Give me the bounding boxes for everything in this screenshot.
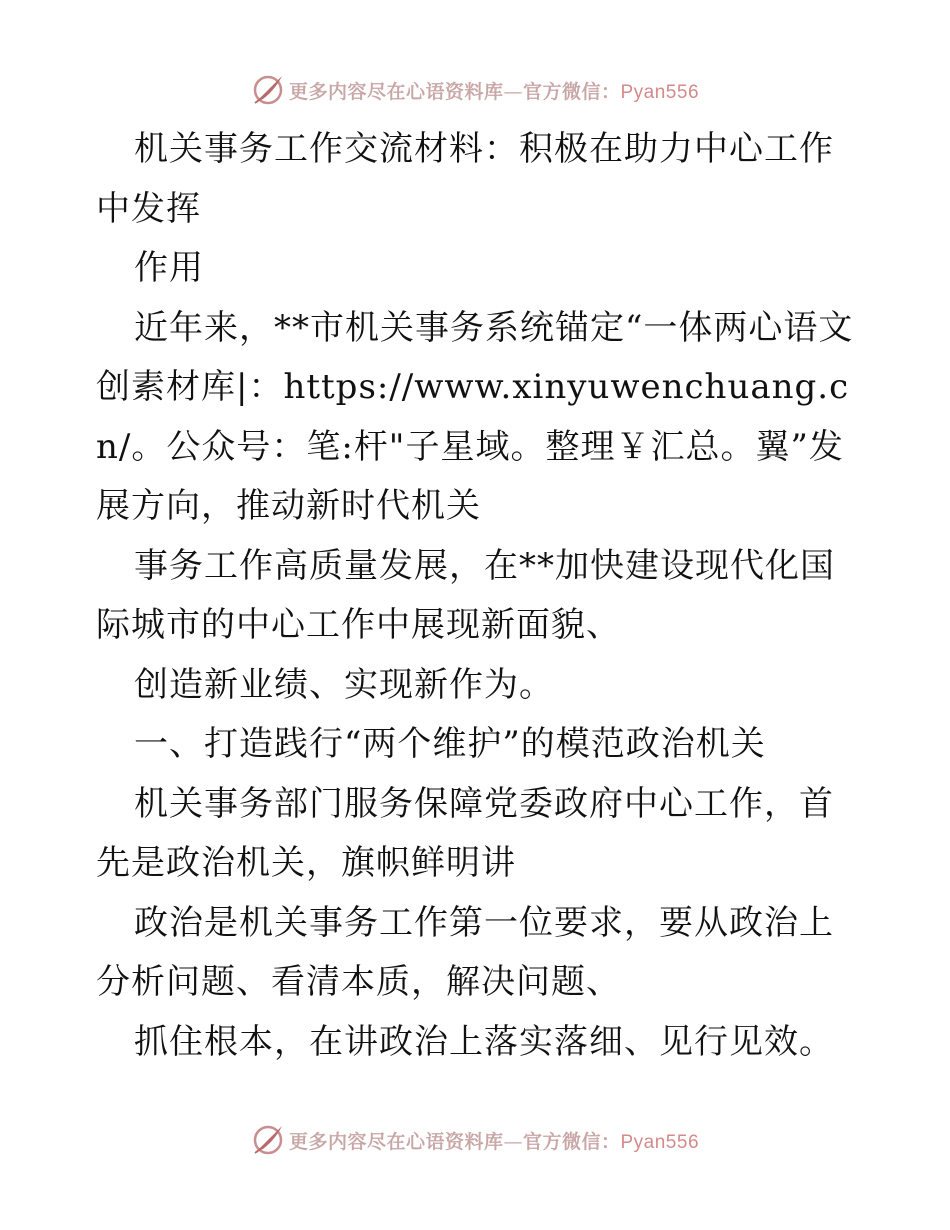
section-heading: 一、打造践行“两个维护”的模范政治机关 xyxy=(134,724,766,764)
quill-logo-icon xyxy=(251,1123,285,1157)
document-title-continued: 作用 xyxy=(134,248,204,288)
banner-text: 更多内容尽在心语资料库—官方微信：Pyan556 xyxy=(288,1130,700,1153)
banner-text: 更多内容尽在心语资料库—官方微信：Pyan556 xyxy=(288,80,700,103)
paragraph: 近年来，**市机关事务系统锚定“一体两心语文创素材库|：https://www.xinyuwenchuang.cn/。公众号：笔:杆"子星域。整理￥汇总。翼”发展方向，推动新时代机关 xyxy=(96,307,854,526)
paragraph: 抓住根本，在讲政治上落实落细、见行见效。 xyxy=(134,1021,834,1062)
document-body xyxy=(96,120,856,1072)
document-title: 机关事务工作交流材料：积极在助力中心工作中发挥 xyxy=(96,129,834,229)
header-watermark-banner xyxy=(0,70,950,110)
footer-watermark-banner xyxy=(0,1120,950,1160)
paragraph: 事务工作高质量发展，在**加快建设现代化国际城市的中心工作中展现新面貌、 xyxy=(96,545,835,645)
quill-logo-icon xyxy=(251,73,285,107)
paragraph: 创造新业绩、实现新作为。 xyxy=(134,664,554,705)
paragraph: 政治是机关事务工作第一位要求，要从政治上分析问题、看清本质，解决问题、 xyxy=(96,902,834,1002)
paragraph: 机关事务部门服务保障党委政府中心工作，首先是政治机关，旗帜鲜明讲 xyxy=(96,783,834,883)
